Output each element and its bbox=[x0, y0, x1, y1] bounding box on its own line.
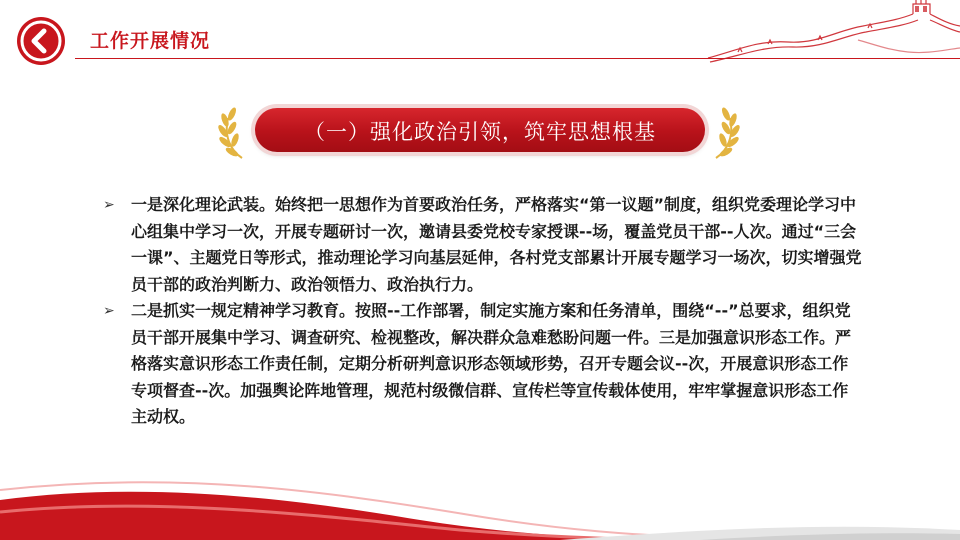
back-button[interactable] bbox=[17, 17, 65, 65]
content-body bbox=[103, 192, 863, 431]
bullet-arrow-icon: ➢ bbox=[103, 303, 115, 319]
section-title: （一）强化政治引领，筑牢思想根基 bbox=[304, 120, 656, 144]
wheat-wreath-icon bbox=[706, 100, 742, 162]
bullet-arrow-icon: ➢ bbox=[103, 197, 115, 213]
section-banner bbox=[255, 108, 705, 152]
list-item bbox=[103, 298, 863, 431]
list-item bbox=[103, 192, 863, 298]
bottom-wave-decoration bbox=[0, 460, 960, 540]
great-wall-icon bbox=[698, 0, 960, 66]
page-title: 工作开展情况 bbox=[90, 30, 211, 52]
paragraph-text: 二是抓实一规定精神学习教育。按照--工作部署，制定实施方案和任务清单，围绕“--”总要求，组织党员干部开展集中学习、调查研究、检视整改，解决群众急难愁盼问题一件。三是加强意识形态工作。严格落实意识形态工作责任制，定期分析研判意识形态领域形势，召开专题会议--次，开展意识形态工作专项督查--次。加强舆论阵地管理，规范村级微信群、宣传栏等宣传载体使用，牢牢掌握意识形态工作主动权。 bbox=[131, 301, 852, 426]
chevron-left-icon bbox=[17, 17, 65, 65]
wheat-wreath-icon bbox=[216, 100, 252, 162]
paragraph-text: 一是深化理论武装。始终把一思想作为首要政治任务，严格落实“第一议题”制度，组织党委理论学习中心组集中学习一次，开展专题研讨一次，邀请县委党校专家授课--场，覆盖党员干部--人次。通过“三会一课”、主题党日等形式，推动理论学习向基层延伸，各村党支部累计开展专题学习一场次，切实增强党员干部的政治判断力、政治领悟力、政治执行力。 bbox=[131, 195, 862, 294]
